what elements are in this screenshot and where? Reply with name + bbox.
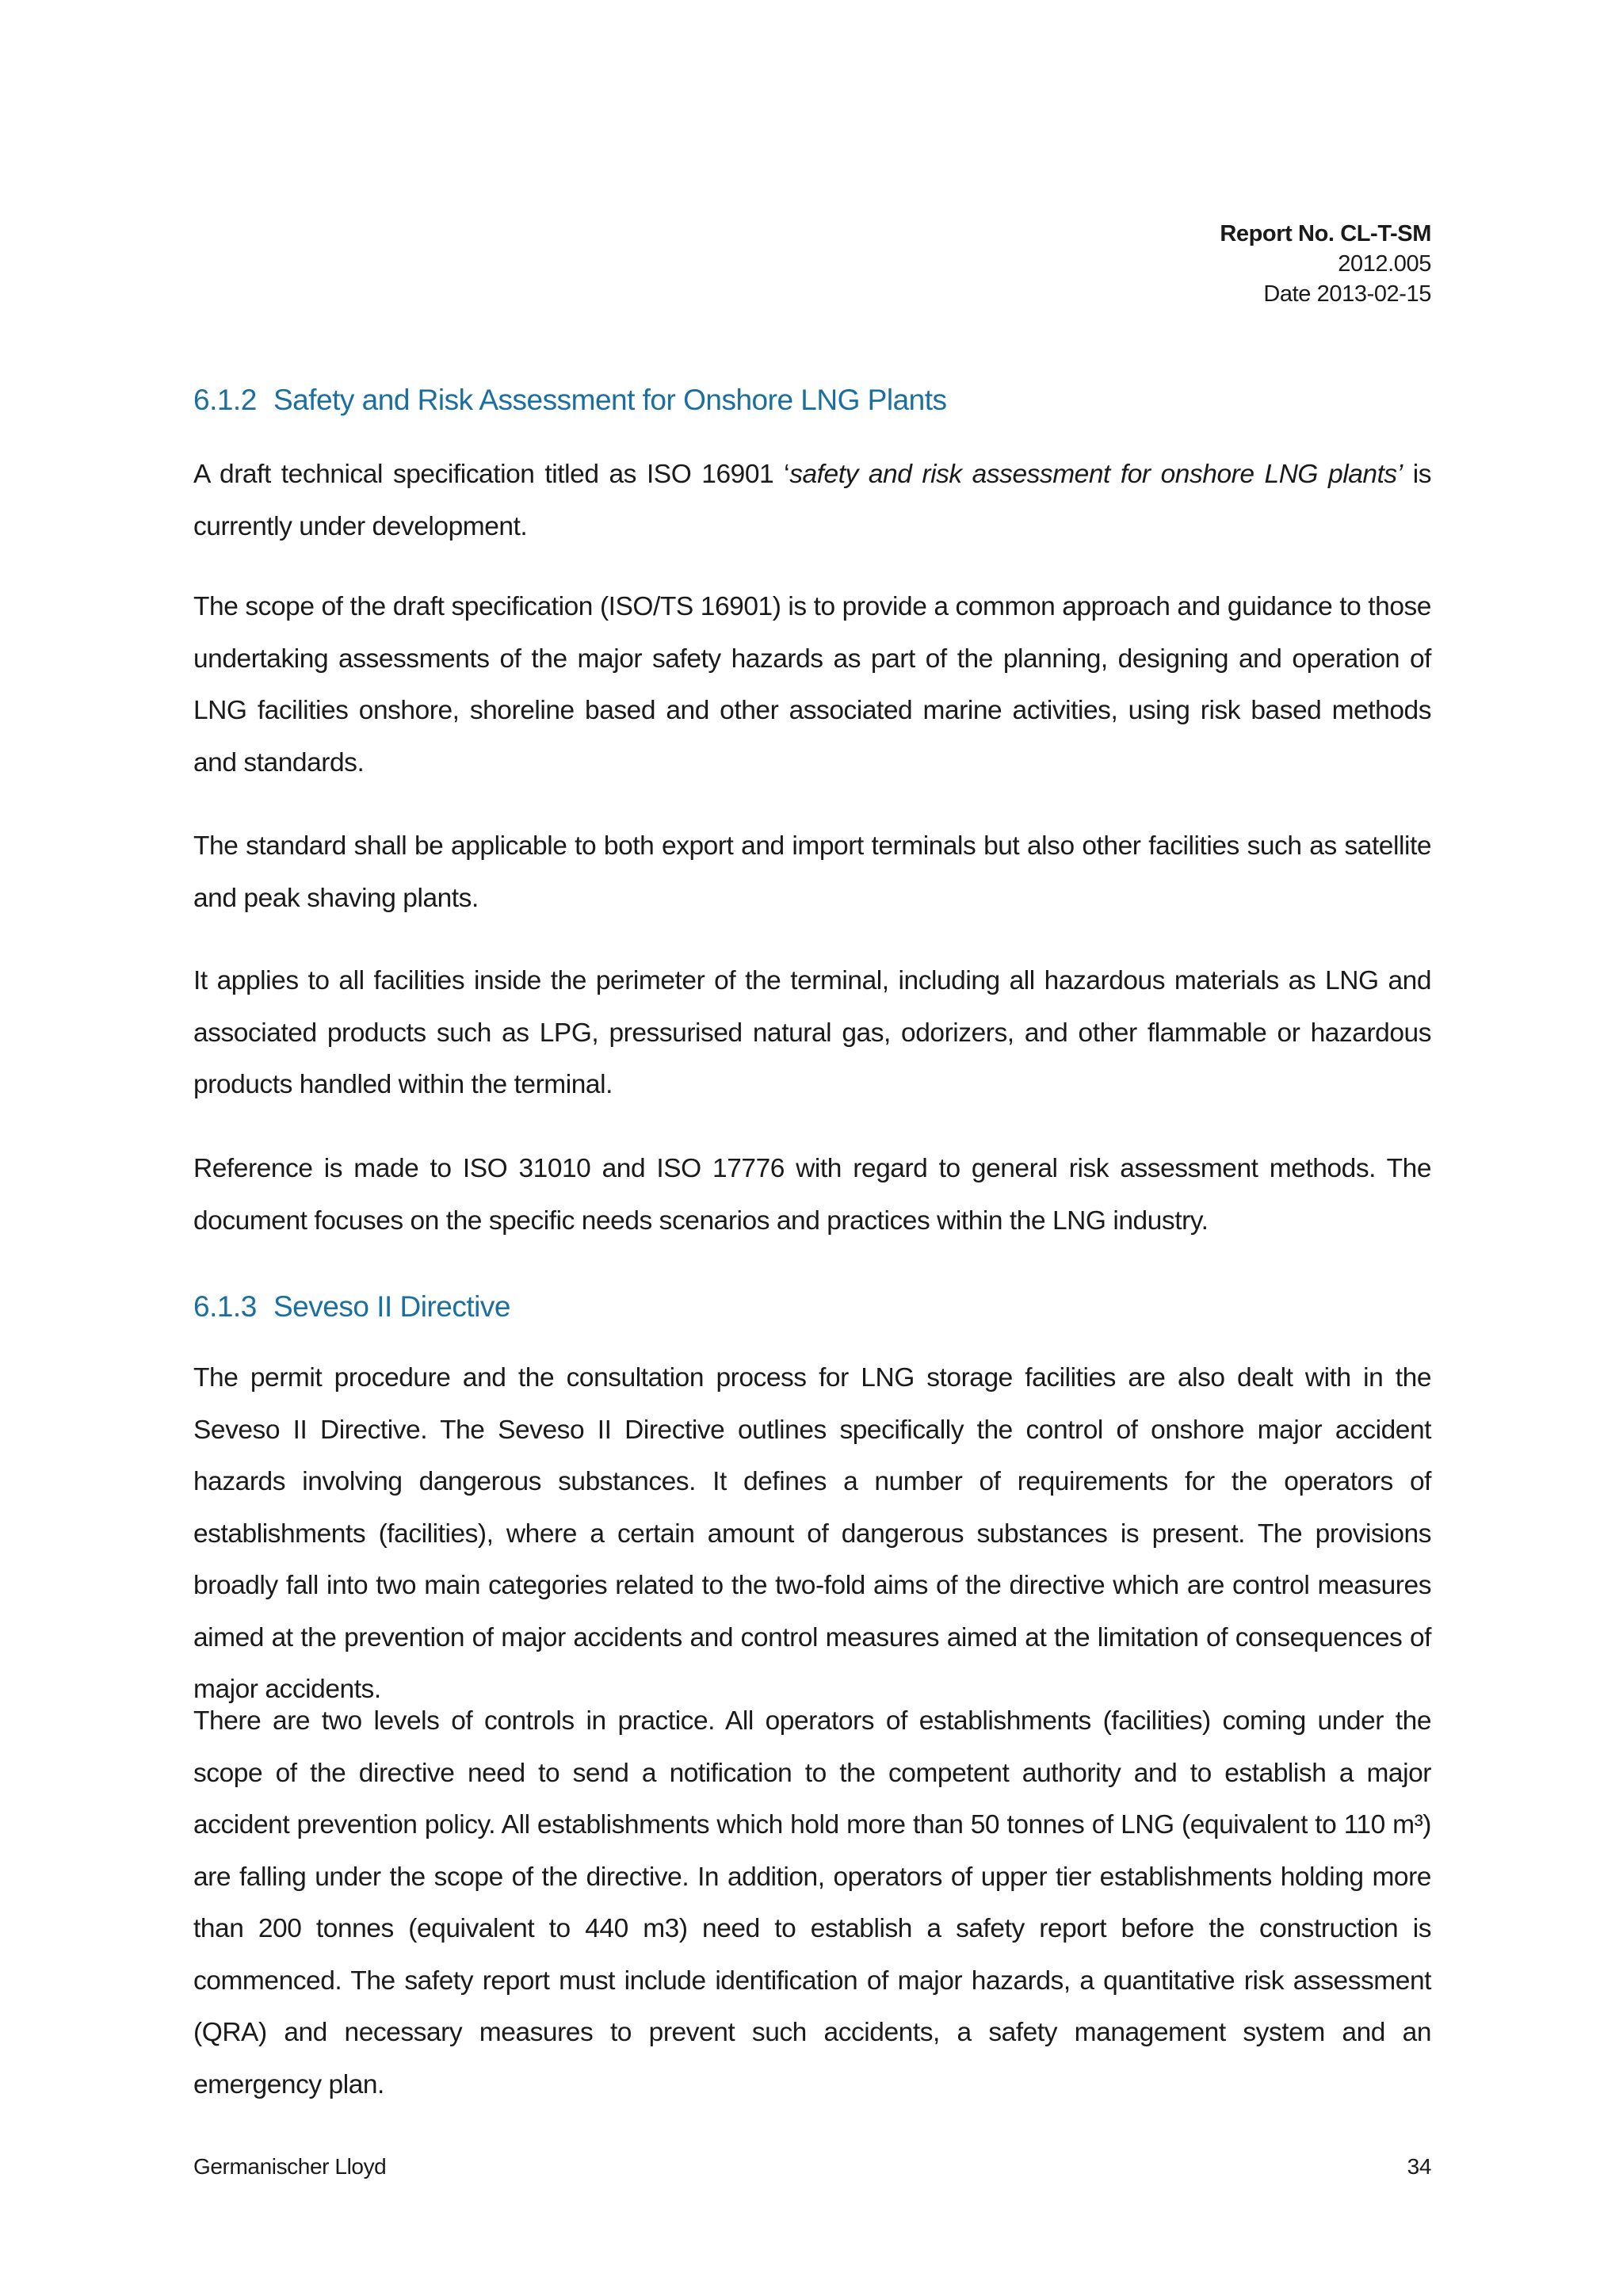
document-page: [193, 0, 1431, 2296]
report-header: [1220, 219, 1431, 309]
paragraph: The scope of the draft specification (ISO/TS 16901) is to provide a common approach and guidance to those undertaking assessments of the major safety hazards as part of the planning, designing and operation of LNG facilities onshore, shoreline based and other associated marine activities, using risk based methods and standards.: [193, 592, 1431, 777]
paragraph: [193, 449, 1431, 552]
paragraph-text: is currently under development.: [193, 460, 1431, 541]
section-title: Seveso II Directive: [273, 1290, 510, 1323]
section-number: 6.1.3: [193, 1290, 257, 1323]
paragraph: The standard shall be applicable to both export and import terminals but also other facilities such as satellite and peak shaving plants.: [193, 831, 1431, 913]
report-number: Report No. CL-T-SM: [1220, 221, 1431, 246]
paragraph: The permit procedure and the consultation process for LNG storage facilities are also dealt with in the Seveso II Directive. The Seveso II Directive outlines specifically the control of onshore major accident hazards involving dangerous substances. It defines a number of requirements for the operators of establishments (facilities), where a certain amount of dangerous substances is present. The provisions broadly fall into two main categories related to the two-fold aims of the directive which are control measures aimed at the prevention of major accidents and control measures aimed at the limitation of consequences of major accidents.: [193, 1363, 1431, 1704]
report-date: Date 2013-02-15: [1263, 281, 1431, 307]
report-code: 2012.005: [1338, 251, 1431, 277]
footer-company: Germanischer Lloyd: [193, 2154, 387, 2179]
section-title: Safety and Risk Assessment for Onshore LNG Plants: [273, 384, 947, 416]
section-heading-6-1-3: [193, 1289, 510, 1325]
section-heading-6-1-2: [193, 382, 947, 418]
page-number: 34: [1407, 2154, 1431, 2179]
section-number: 6.1.2: [193, 384, 257, 416]
paragraph: It applies to all facilities inside the perimeter of the terminal, including all hazardous materials as LNG and associated products such as LPG, pressurised natural gas, odorizers, and other flammable or hazardous products handled within the terminal.: [193, 966, 1431, 1099]
paragraph-italic-title: safety and risk assessment for onshore LNG plants’: [789, 460, 1403, 489]
paragraph: There are two levels of controls in practice. All operators of establishments (facilities) coming under the scope of the directive need to send a notification to the competent authority and to establish a major accident prevention policy. All establishments which hold more than 50 tonnes of LNG (equivalent to 110 m³) are falling under the scope of the directive. In addition, operators of upper tier establishments holding more than 200 tonnes (equivalent to 440 m3) need to establish a safety report before the construction is commenced. The safety report must include identification of major hazards, a quantitative risk assessment (QRA) and necessary measures to prevent such accidents, a safety management system and an emergency plan.: [193, 1706, 1431, 2099]
paragraph-text: A draft technical specification titled as ISO 16901 ‘: [193, 460, 790, 489]
paragraph: Reference is made to ISO 31010 and ISO 17776 with regard to general risk assessment methods. The document focuses on the specific needs scenarios and practices within the LNG industry.: [193, 1154, 1431, 1236]
